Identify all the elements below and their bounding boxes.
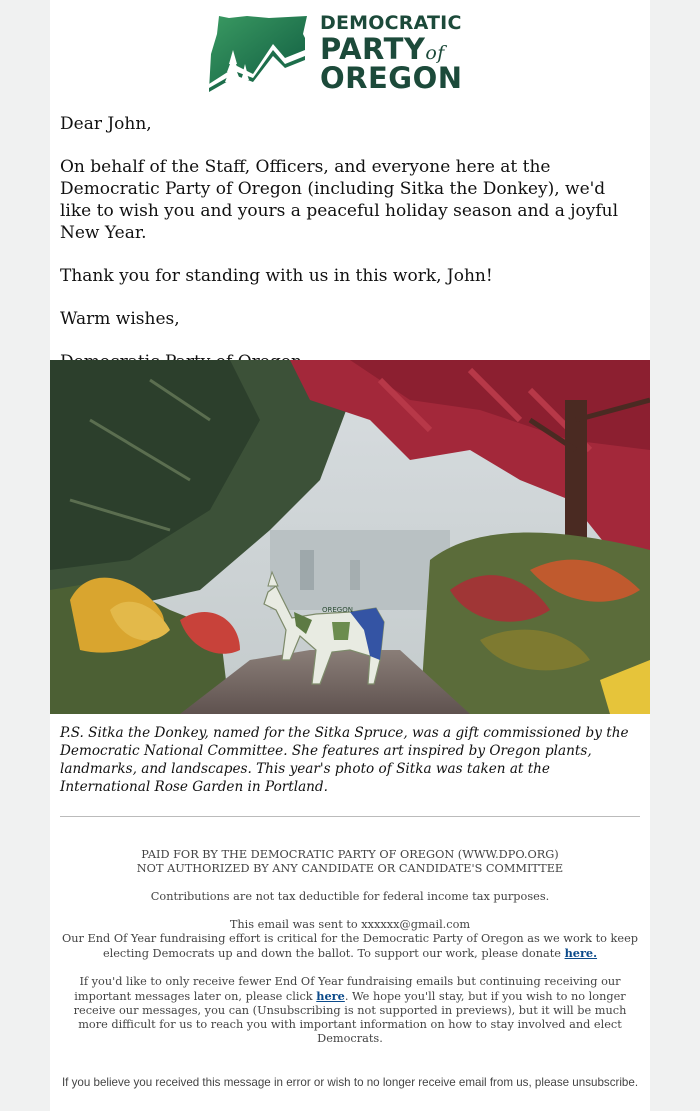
not-authorized-text: NOT AUTHORIZED BY ANY CANDIDATE OR CANDIDATE'S COMMITTEE (136, 862, 564, 875)
party-wordmark (320, 10, 490, 93)
header (50, 0, 650, 100)
fewer-emails-link[interactable]: here (316, 989, 345, 1003)
preferences-notice (60, 975, 640, 1046)
sitka-donkey-photo (50, 360, 650, 714)
statue-oregon-text: OREGON (322, 606, 353, 614)
fundraising-text: Our End Of Year fundraising effort is critical for the Democratic Party of Oregon as we work to keep electing Democrats up and down the ballot. To support our work, please donate (62, 932, 638, 960)
unsubscribe-notice: If you believe you received this message in error or wish to no longer receive email from us, please unsubscribe. (61, 1076, 639, 1089)
fewer-emails-text: If you'd like to only receive fewer End Of Year fundraising emails but continuing receiving our important messages later on, please click (74, 975, 621, 1003)
letter-closing: Warm wishes, (60, 309, 180, 329)
letter-body (60, 113, 640, 394)
logo-of-word: of (425, 42, 445, 64)
footer-divider (60, 816, 640, 817)
letter-paragraph-1: On behalf of the Staff, Officers, and everyone here at the Democratic Party of Oregon (including Sitka the Donkey), we'd like to wish you and yours a peaceful holiday season and a joyful New Year. (60, 157, 619, 243)
logo-party-word: PARTY (320, 32, 426, 66)
fundraising-notice (60, 918, 640, 961)
email-body (50, 0, 650, 1111)
sent-to-text: This email was sent to xxxxxx@gmail.com (229, 918, 471, 931)
logo-line-party (320, 32, 490, 66)
footer (60, 848, 640, 1090)
paid-for-notice (60, 848, 640, 876)
logo-line-oregon: OREGON (320, 61, 463, 95)
postscript: P.S. Sitka the Donkey, named for the Sitka Spruce, was a gift commissioned by the Democratic National Committee. She features art inspired by Oregon plants, landmarks, and landscapes. This year's photo of Sitka was taken at the International Rose Garden in Portland. (60, 725, 629, 795)
oregon-map-logo-icon (207, 14, 311, 92)
tax-notice: Contributions are not tax deductible for federal income tax purposes. (150, 890, 550, 903)
letter-paragraph-2: Thank you for standing with us in this work, John! (60, 266, 493, 286)
donate-link[interactable]: here. (564, 946, 598, 960)
greeting: Dear John, (60, 114, 152, 134)
unsubscribe-warning-text: . We hope you'll stay, but if you wish to no longer receive our messages, you can (Unsubscribing is not supported in previews), but it will be much more difficult for us to reach you with important information on how to stay involved and elect Democrats. (73, 990, 627, 1045)
logo-line-democratic: DEMOCRATIC (320, 12, 462, 34)
paid-by-text: PAID FOR BY THE DEMOCRATIC PARTY OF OREGON (WWW.DPO.ORG) (141, 848, 559, 861)
